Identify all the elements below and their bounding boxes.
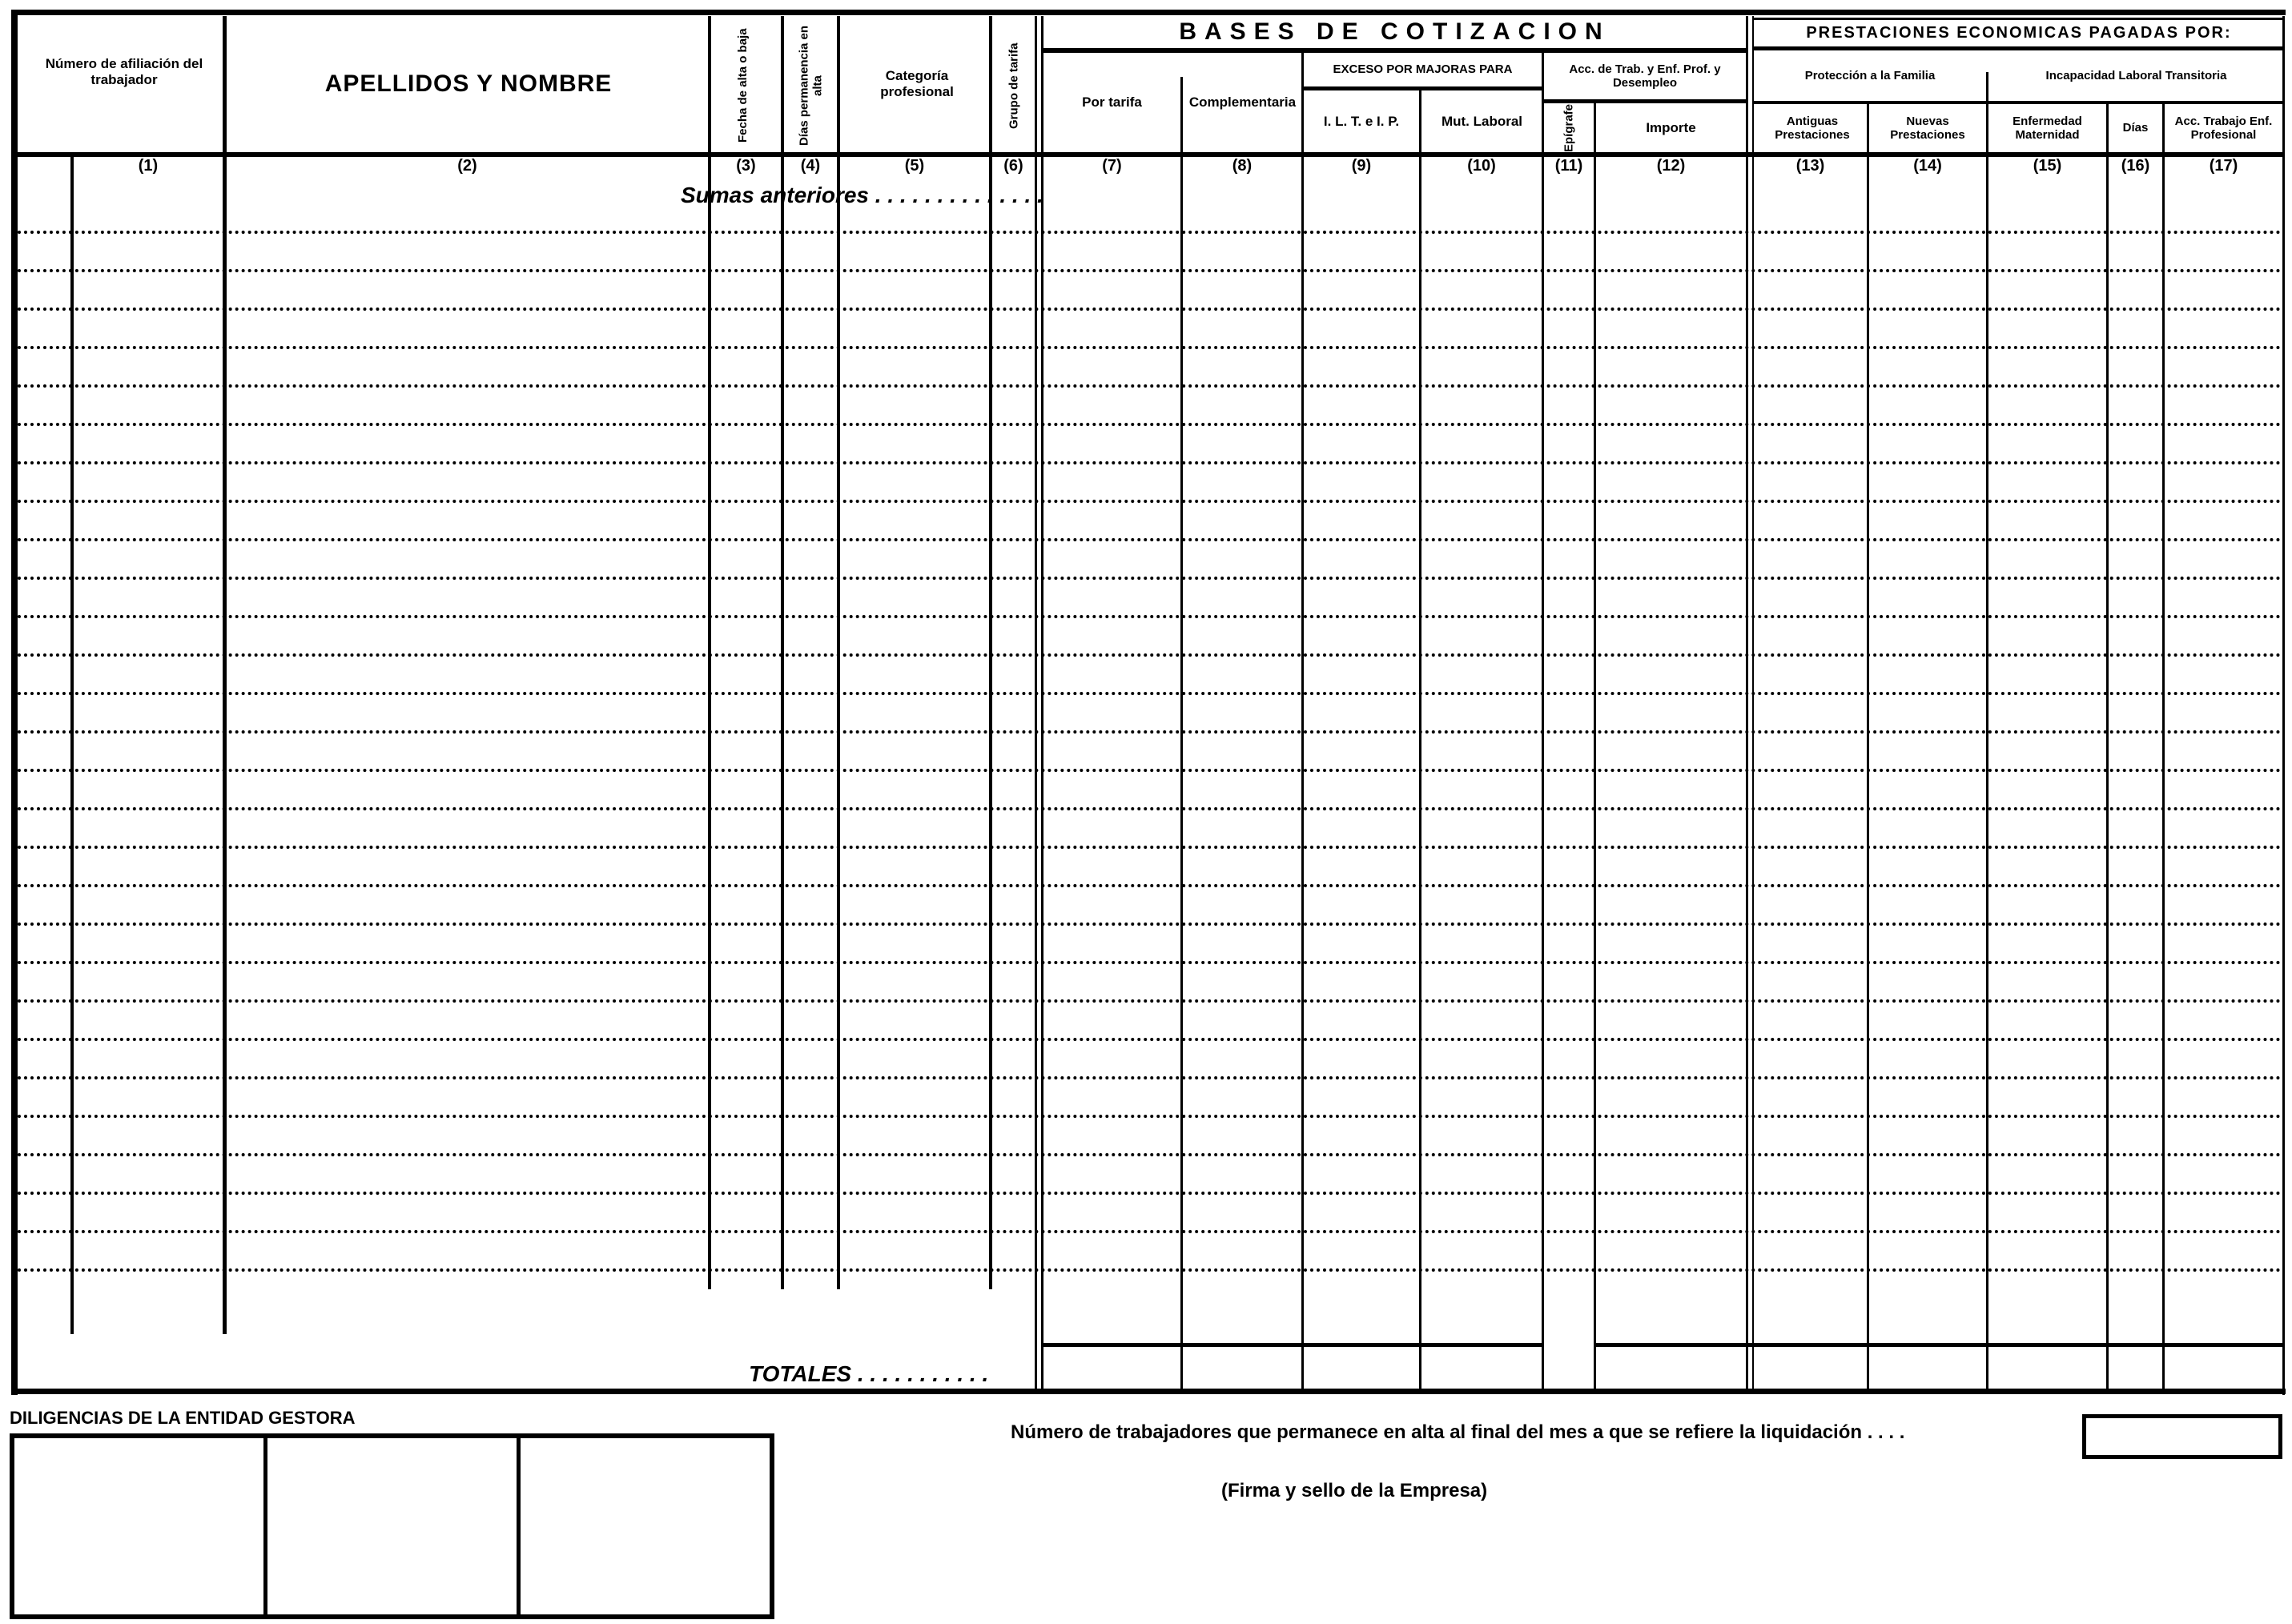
table-row[interactable] bbox=[18, 308, 2282, 311]
col6-number: (6) bbox=[1003, 157, 1023, 175]
totales-top-rule-right bbox=[1596, 1343, 2282, 1347]
col8-number: (8) bbox=[1232, 157, 1253, 175]
table-row[interactable] bbox=[18, 1115, 2282, 1118]
table-row[interactable] bbox=[18, 884, 2282, 887]
table-row[interactable] bbox=[18, 1230, 2282, 1233]
col6-right-line-b bbox=[1041, 16, 1043, 1393]
diligencias-title: DILIGENCIAS DE LA ENTIDAD GESTORA bbox=[10, 1408, 356, 1428]
col8-header: Complementaria bbox=[1188, 94, 1297, 111]
acc-title: Acc. de Trab. y Enf. Prof. y Desempleo bbox=[1569, 62, 1721, 90]
col12-right-line-a bbox=[1746, 16, 1748, 1390]
col3-header: Fecha de alta o baja bbox=[735, 28, 750, 143]
col15-header: Enfermedad Maternidad bbox=[2013, 114, 2082, 142]
table-row[interactable] bbox=[18, 346, 2282, 349]
diligencia-box-1[interactable] bbox=[14, 1438, 267, 1614]
col1-right-line bbox=[223, 16, 227, 1334]
totales-label: TOTALES . . . . . . . . . . . bbox=[749, 1361, 989, 1386]
table-row[interactable] bbox=[18, 730, 2282, 734]
diligencia-box-2[interactable] bbox=[267, 1438, 521, 1614]
table-row[interactable] bbox=[18, 384, 2282, 388]
col6-header: Grupo de tarifa bbox=[1007, 42, 1021, 129]
col11-header: Epígrafe bbox=[1562, 103, 1576, 152]
col7-header: Por tarifa bbox=[1082, 94, 1142, 111]
table-row[interactable] bbox=[18, 615, 2282, 618]
table-row[interactable] bbox=[18, 692, 2282, 695]
col10-right-line bbox=[1542, 48, 1544, 1390]
col1-number: (1) bbox=[138, 157, 159, 175]
table-row[interactable] bbox=[18, 423, 2282, 426]
table-row[interactable] bbox=[18, 1268, 2282, 1272]
trabajadores-field[interactable] bbox=[2082, 1414, 2282, 1459]
table-row[interactable] bbox=[18, 1076, 2282, 1079]
col8-right-line bbox=[1301, 48, 1304, 1390]
table-row[interactable] bbox=[18, 500, 2282, 503]
col1-strip-line bbox=[70, 157, 74, 1334]
col5-number: (5) bbox=[904, 157, 925, 175]
col17-number: (17) bbox=[2209, 157, 2238, 175]
col15-number: (15) bbox=[2033, 157, 2062, 175]
table-row[interactable] bbox=[18, 769, 2282, 772]
col7-number: (7) bbox=[1102, 157, 1122, 175]
totales-top-rule bbox=[1043, 1343, 1544, 1347]
col9-right-line bbox=[1419, 88, 1421, 1390]
col14-header: Nuevas Prestaciones bbox=[1890, 114, 1965, 142]
trabajadores-label: Número de trabajadores que permanece en alta al final del mes a que se refiere la liquidación . . . . bbox=[1011, 1421, 1905, 1443]
sumas-anteriores-label: Sumas anteriores . . . . . . . . . . . . . . bbox=[681, 183, 1043, 207]
col9-header: I. L. T. e I. P. bbox=[1323, 113, 1400, 129]
prestaciones-title: PRESTACIONES ECONOMICAS PAGADAS POR: bbox=[1806, 24, 2232, 42]
table-row[interactable] bbox=[18, 1192, 2282, 1195]
table-row[interactable] bbox=[18, 961, 2282, 964]
table-row[interactable] bbox=[18, 923, 2282, 926]
col12-right-line-b bbox=[1752, 16, 1754, 1390]
table-row[interactable] bbox=[18, 807, 2282, 810]
col10-number: (10) bbox=[1467, 157, 1496, 175]
col11-right-line bbox=[1594, 100, 1596, 1390]
col11-number: (11) bbox=[1554, 157, 1583, 175]
table-row[interactable] bbox=[18, 653, 2282, 657]
col16-right-line bbox=[2162, 104, 2165, 1390]
table-row[interactable] bbox=[18, 1038, 2282, 1041]
proteccion-title: Protección a la Familia bbox=[1804, 68, 1936, 82]
table-bottom-border bbox=[11, 1389, 2286, 1394]
table-row[interactable] bbox=[18, 231, 2282, 234]
incapacidad-title: Incapacidad Laboral Transitoria bbox=[2045, 68, 2227, 82]
col13-header: Antiguas Prestaciones bbox=[1775, 114, 1850, 142]
table-row[interactable] bbox=[18, 577, 2282, 580]
col13-right-line bbox=[1867, 104, 1869, 1390]
col13-number: (13) bbox=[1795, 157, 1825, 175]
col15-right-line bbox=[2106, 104, 2109, 1390]
col6-right-line-a bbox=[1035, 16, 1037, 1393]
table-row[interactable] bbox=[18, 999, 2282, 1003]
col14-number: (14) bbox=[1913, 157, 1942, 175]
col12-number: (12) bbox=[1656, 157, 1686, 175]
acc-sub-rule bbox=[1544, 99, 1746, 103]
table-top-border bbox=[11, 10, 2286, 15]
table-row[interactable] bbox=[18, 461, 2282, 464]
col17-header: Acc. Trabajo Enf. Profesional bbox=[2174, 114, 2273, 142]
col9-number: (9) bbox=[1351, 157, 1372, 175]
col12-header: Importe bbox=[1646, 120, 1696, 136]
exceso-title: EXCESO POR MAJORAS PARA bbox=[1333, 62, 1513, 77]
table-left-border bbox=[11, 10, 18, 1395]
diligencias-box-group bbox=[10, 1433, 774, 1619]
table-right-border bbox=[2282, 16, 2285, 1395]
col4-number: (4) bbox=[800, 157, 821, 175]
diligencia-box-3[interactable] bbox=[521, 1438, 770, 1614]
col2-header: APELLIDOS Y NOMBRE bbox=[324, 70, 613, 97]
table-row[interactable] bbox=[18, 846, 2282, 849]
col3-number: (3) bbox=[736, 157, 756, 175]
col2-number: (2) bbox=[457, 157, 477, 175]
firma-label: (Firma y sello de la Empresa) bbox=[1221, 1480, 1488, 1501]
col10-header: Mut. Laboral bbox=[1441, 113, 1523, 129]
col5-header: Categoría profesional bbox=[880, 68, 954, 99]
table-row[interactable] bbox=[18, 269, 2282, 272]
bases-title: BASES DE COTIZACION bbox=[1179, 18, 1610, 45]
col1-header: Número de afiliación del trabajador bbox=[45, 56, 203, 87]
col16-header: Días bbox=[2122, 121, 2149, 135]
col4-header: Días permanencia en alta bbox=[797, 25, 825, 147]
table-row[interactable] bbox=[18, 538, 2282, 541]
col16-number: (16) bbox=[2121, 157, 2150, 175]
table-row[interactable] bbox=[18, 1153, 2282, 1156]
